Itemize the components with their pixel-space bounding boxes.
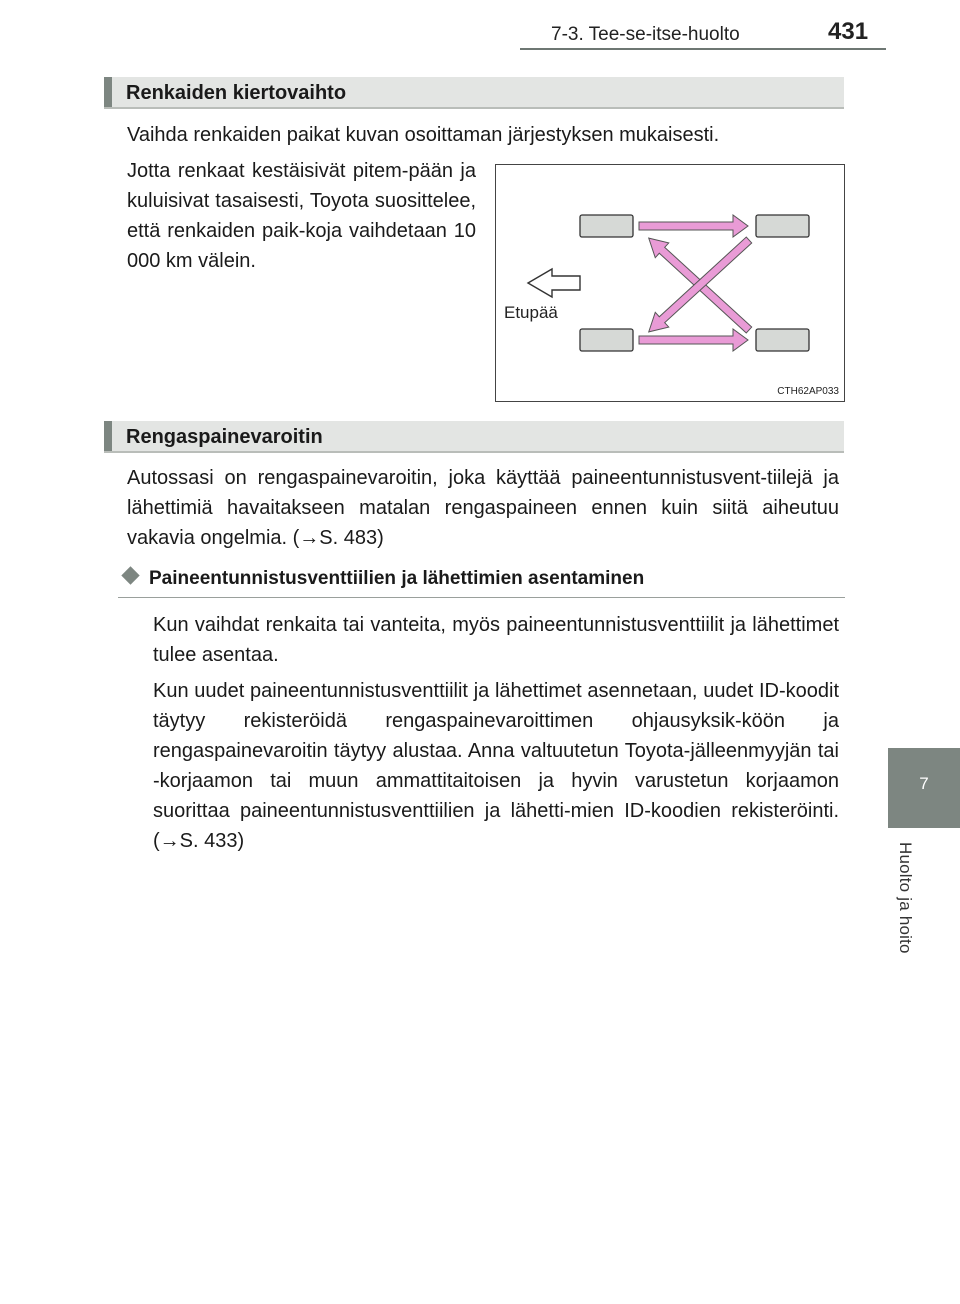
diagram-code: CTH62AP033 <box>777 386 839 397</box>
installation-para-1: Kun vaihdat renkaita tai vanteita, myös paineentunnistusventtiilit ja lähettimet tulee asentaa. <box>153 614 839 666</box>
header-section-title: 7-3. Tee-se-itse-huolto <box>551 24 740 45</box>
section-heading-tpms <box>104 421 844 453</box>
page-number: 431 <box>828 18 869 45</box>
tire-rotation-svg <box>496 165 846 403</box>
tire-rotation-diagram <box>495 164 845 402</box>
front-label: Etupää <box>504 303 558 322</box>
chapter-tab <box>888 748 960 828</box>
sub-heading-text: Paineentunnistusventtiilien ja lähettimien asentaminen <box>149 568 645 589</box>
chapter-number: 7 <box>919 774 929 793</box>
tire-front-left <box>580 215 633 237</box>
tire-rear-right <box>756 329 809 351</box>
sub-heading-installation <box>118 568 644 590</box>
section-title: Renkaiden kiertovaihto <box>126 82 347 104</box>
rotation-intro: Vaihda renkaiden paikat kuvan osoittaman järjestyksen mukaisesti. <box>127 124 720 146</box>
arrow-front-left-to-front-right <box>639 215 748 237</box>
tire-front-right <box>756 215 809 237</box>
chapter-label: Huolto ja hoito <box>896 842 915 954</box>
section-title: Rengaspainevaroitin <box>126 426 323 448</box>
tire-rear-left <box>580 329 633 351</box>
section-accent <box>104 77 112 107</box>
sub-heading-divider <box>118 597 845 598</box>
diamond-bullet-icon <box>121 566 139 584</box>
arrow-rear-left-to-rear-right <box>639 329 748 351</box>
front-direction-arrow-icon <box>528 269 580 297</box>
header-divider <box>520 48 886 50</box>
tpms-body: Autossasi on rengaspainevaroitin, joka käyttää paineentunnistusvent-tiilejä ja lähettimiä havaitakseen matalan rengaspaineen ennen kuin siitä aiheutuu vakavia ongelmia. (→S. 483) <box>127 467 839 549</box>
installation-para-2: Kun uudet paineentunnistusventtiilit ja lähettimet asennetaan, uudet ID-koodit täytyy rekisteröidä rengaspainevaroittimen ohjausyksik-köön ja rengaspainevaroitin täytyy alustaa. Anna valtuutetun Toyota-jälleenmyyjän tai -korjaamon tai muun ammattitaitoisen ja hyvin varustetun korjaamon suorittaa paineentunnistusventtiilien ja lähetti-mien ID-koodien rekisteröinti. (→S. 433) <box>153 680 839 852</box>
section-accent <box>104 421 112 451</box>
rotation-body: Jotta renkaat kestäisivät pitem-pään ja kuluisivat tasaisesti, Toyota suosittelee, että renkaiden paik-koja vaihdetaan 10 000 km välein. <box>127 160 476 272</box>
section-heading-rotation <box>104 77 844 109</box>
